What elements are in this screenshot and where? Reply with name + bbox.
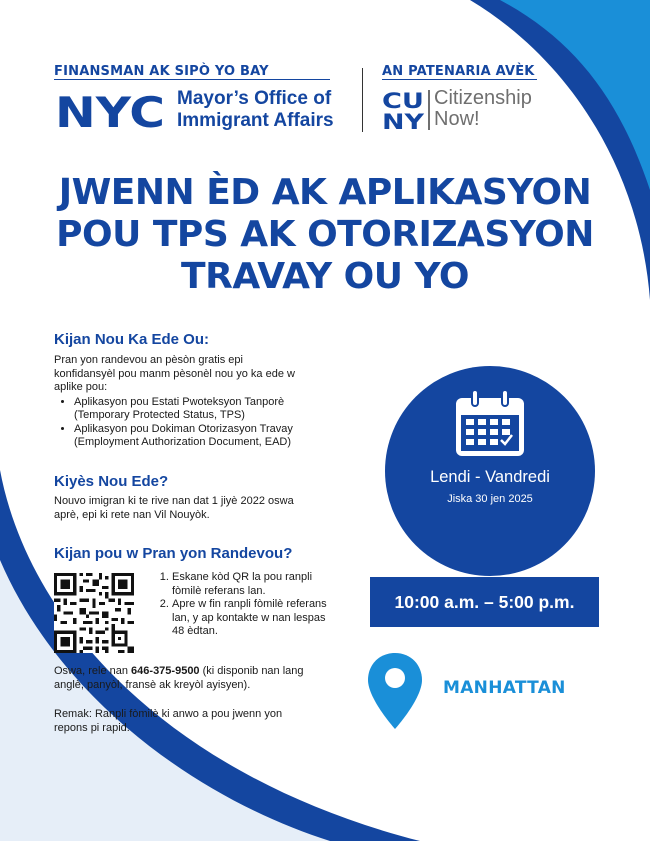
borough-label: MANHATTAN — [443, 678, 566, 698]
headline-line1: JWENN ÈD AK APLIKASYON — [58, 172, 592, 213]
funding-underline — [54, 79, 330, 80]
page-headline — [40, 172, 610, 298]
appointment-step: 2. Apre w fin ranpli fòmilè referans lan, y ap kontakte w nan lespas 48 èdtan. — [172, 598, 327, 639]
partnership-underline — [382, 79, 537, 80]
eligibility-text: Nouvo imigran ki te rive nan dat 1 jiyè 2022 oswa aprè, epi ki rete nan Vil Nouyòk. — [54, 495, 294, 521]
cuny-logo-line2: NY — [382, 110, 425, 132]
help-section-title: Kijan Nou Ka Ede Ou: — [54, 331, 210, 348]
citizenship-line2: Now! — [434, 108, 480, 130]
phone-number-link[interactable]: 646-375-9500 — [131, 665, 200, 677]
headline-line2: POU TPS AK OTORIZASYON — [56, 214, 594, 255]
mayor-office-line2: Immigrant Affairs — [177, 110, 334, 131]
citizenship-line1: Citizenship — [434, 87, 532, 109]
help-section-body — [54, 354, 304, 450]
appointment-steps — [157, 571, 327, 639]
appointment-step: 1. Eskane kòd QR la pou ranpli fòmilè referans lan. — [172, 571, 327, 598]
nyc-logo — [55, 92, 167, 130]
location-pin-icon — [366, 651, 424, 731]
mayor-office-name — [177, 88, 334, 132]
hours-box: 10:00 a.m. – 5:00 p.m. — [370, 577, 599, 627]
header-divider — [362, 68, 363, 132]
partnership-label: AN PATENARIA AVÈK — [382, 64, 535, 79]
calendar-icon — [450, 388, 530, 458]
help-intro: Pran yon randevou an pèsòn gratis epi konfidansyèl pou manm pèsonèl nou yo ka ede w aplike pou: — [54, 354, 295, 393]
phone-text — [54, 665, 324, 692]
funding-label: FINANSMAN AK SIPÒ YO BAY — [54, 64, 269, 79]
cuny-logo-line1: CU — [382, 89, 424, 113]
phone-suffix: (ki disponib nan lang anglè, panyòl, fransè ak kreyòl ayisyen). — [54, 665, 304, 691]
headline-line3: TRAVAY OU YO — [181, 256, 469, 297]
qr-code[interactable] — [54, 573, 134, 653]
help-list-item: • Aplikasyon pou Dokiman Otorizasyon Travay (Employment Authorization Document, EAD) — [74, 423, 304, 450]
citizenship-now-name — [434, 88, 532, 130]
eligibility-section-title: Kiyès Nou Ede? — [54, 473, 169, 490]
schedule-circle — [385, 366, 595, 576]
appointment-section-title: Kijan pou w Pran yon Randevou? — [54, 545, 293, 562]
help-list-item: • Aplikasyon pou Estati Pwoteksyon Tanporè (Temporary Protected Status, TPS) — [74, 396, 304, 423]
schedule-until: Jiska 30 jen 2025 — [447, 493, 533, 505]
phone-prefix: Oswa, rele nan — [54, 665, 132, 677]
nyc-logo-text: NYC — [55, 92, 165, 130]
help-list — [54, 396, 304, 450]
citizenship-divider — [428, 90, 430, 130]
cuny-logo — [382, 88, 426, 132]
schedule-days: Lendi - Vandredi — [430, 468, 550, 486]
note-text: Remak: Ranpli fòmilè ki anwo a pou jwenn yon repons pi rapid. — [54, 708, 283, 734]
mayor-office-line1: Mayor’s Office of — [177, 88, 332, 109]
